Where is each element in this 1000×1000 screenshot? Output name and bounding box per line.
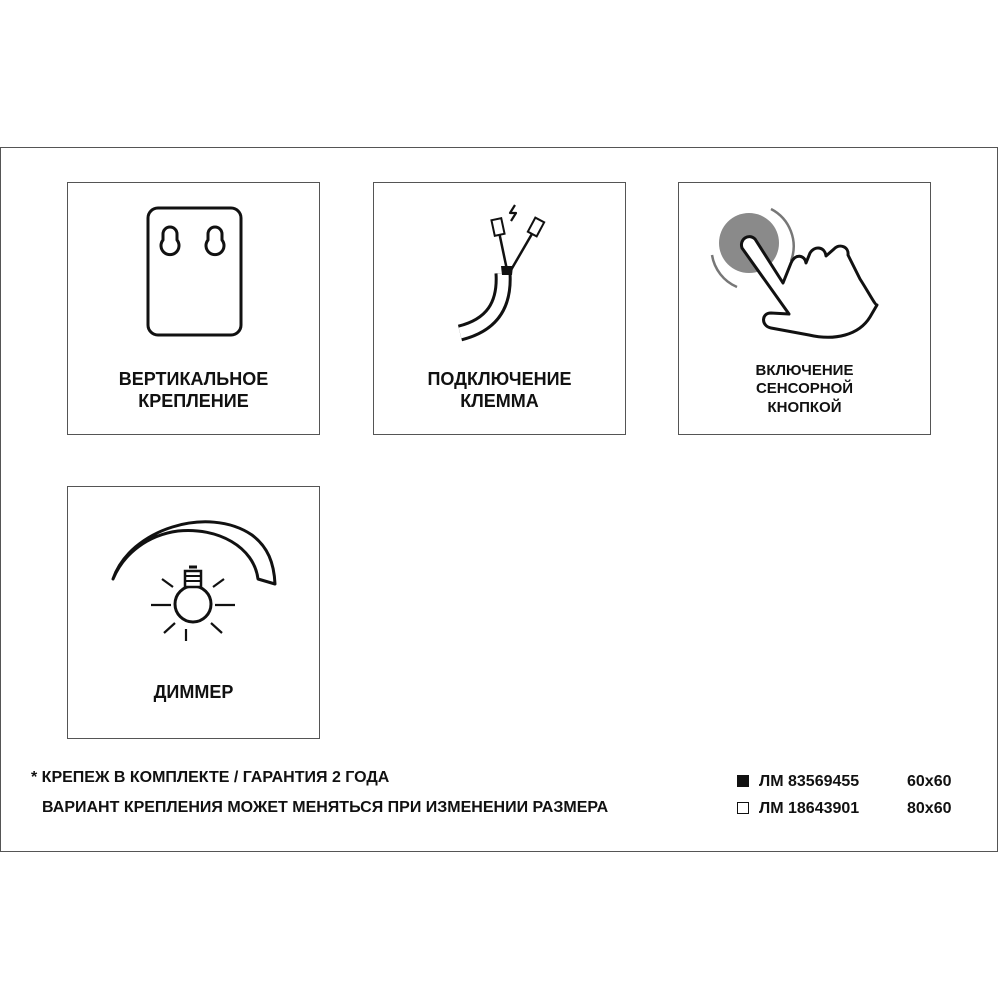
- feature-card-touch-button: [678, 182, 931, 435]
- note-mount-variant: ВАРИАНТ КРЕПЛЕНИЯ МОЖЕТ МЕНЯТЬСЯ ПРИ ИЗМЕНЕНИИ РАЗМЕРА: [42, 799, 609, 816]
- feature-label-terminal: ПОДКЛЮЧЕНИЕ КЛЕММА: [427, 369, 572, 411]
- feature-card-terminal: [373, 182, 626, 435]
- checkbox-unchecked-icon: [737, 802, 749, 814]
- variant-code: ЛМ 18643901: [759, 800, 860, 817]
- feature-label-dimmer: ДИММЕР: [153, 682, 234, 702]
- variant-row: [737, 773, 952, 791]
- feature-card-dimmer: [67, 486, 320, 739]
- note-fasteners-warranty: * КРЕПЕЖ В КОМПЛЕКТЕ / ГАРАНТИЯ 2 ГОДА: [31, 769, 390, 786]
- variant-size: 80х60: [907, 800, 952, 817]
- variant-row: [737, 800, 952, 818]
- feature-label-vertical-mount: ВЕРТИКАЛЬНОЕ КРЕПЛЕНИЕ: [118, 369, 269, 411]
- feature-card-vertical-mount: [67, 182, 320, 435]
- variant-size: 60х60: [907, 773, 952, 790]
- variant-code: ЛМ 83569455: [759, 773, 860, 790]
- checkbox-checked-icon: [737, 775, 749, 787]
- feature-label-touch-button: ВКЛЮЧЕНИЕ СЕНСОРНОЙ КНОПКОЙ: [755, 362, 854, 416]
